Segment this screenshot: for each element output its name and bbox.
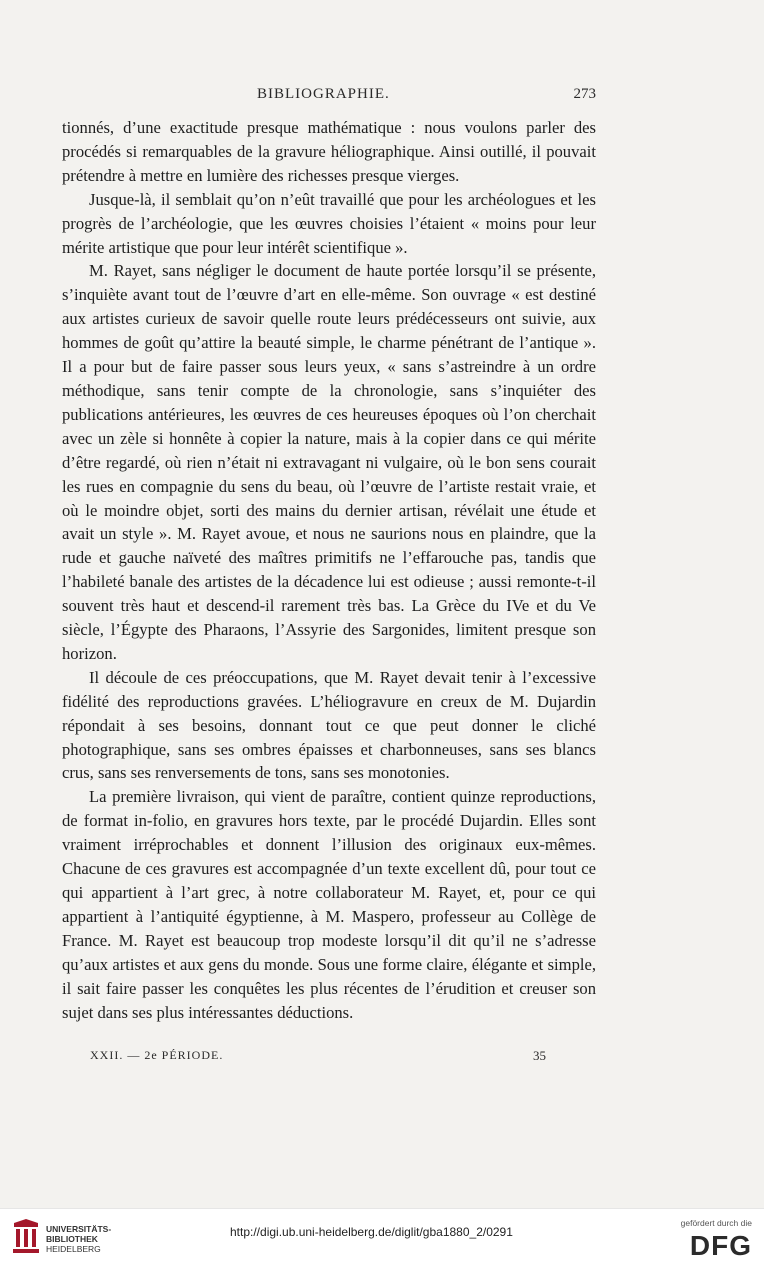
paragraph: La première livraison, qui vient de paraître, contient quinze reproductions, de format in-folio, en gravures hors texte, par le procédé Dujardin. Elles sont vraiment irréprochables et donnent l’illusion des originaux eux-mêmes. Chacune de ces gravures est accompagnée d’un texte excellent dû, pour tout ce qui appartient à l’art grec, à notre collaborateur M. Rayet, et, pour ce qui appartient à l’antiquité égyptienne, à M. Maspero, professeur au Collège de France. M. Rayet est beaucoup trop modeste lorsqu’il dit qu’il ne s’adresse qu’aux artistes et aux gens du monde. Sous une forme claire, élégante et simple, il sait faire passer les conquêtes les plus récentes de l’érudition et creuser son sujet dans ses plus intéressantes déductions. — [62, 787, 596, 1022]
page-number: 273 — [573, 86, 596, 102]
library-name — [46, 1224, 111, 1254]
library-name-line: BIBLIOTHEK — [46, 1234, 98, 1244]
paragraph: tionnés, d’une exactitude presque mathématique : nous voulons parler des procédés si remarquables de la gravure héliographique. Ainsi outillé, il pouvait prétendre à mettre en lumière des richesses presque vierges. — [62, 118, 596, 185]
page-header — [62, 86, 596, 108]
funded-by-label: gefördert durch die — [680, 1218, 752, 1228]
paragraph: Jusque-là, il semblait qu’on n’eût travaillé que pour les archéologues et les progrès de l’archéologie, que les œuvres choisies l’étaient « moins pour leur mérite artistique que pour leur intérêt scientifique ». — [62, 189, 596, 257]
viewer-bottom-bar — [0, 1208, 764, 1264]
body-text — [62, 116, 596, 1024]
library-name-line: HEIDELBERG — [46, 1244, 101, 1254]
running-title: BIBLIOGRAPHIE. — [257, 86, 390, 102]
page-footer — [90, 1048, 546, 1068]
paragraph: Il découle de ces préoccupations, que M. Rayet devait tenir à l’excessive fidélité des reproductions gravées. L’héliogravure en creux de M. Dujardin répondait à ses besoins, donnant tout ce que peut donner le cliché photographique, sans ses ombres épaisses et charbonneuses, sans ses blancs crus, sans ses renversements de tons, sans ses monotonies. — [62, 667, 596, 783]
university-library-logo-icon — [8, 1217, 44, 1257]
permalink-url[interactable]: http://digi.ub.uni-heidelberg.de/diglit/gba1880_2/0291 — [230, 1225, 513, 1239]
signature-mark: XXII. — 2e PÉRIODE. — [90, 1048, 224, 1062]
dfg-logo: DFG — [689, 1230, 752, 1261]
paragraph: M. Rayet, sans négliger le document de haute portée lorsqu’il se présente, s’inquiète avant tout de l’œuvre d’art en elle-même. Son ouvrage « est destiné aux artistes curieux de savoir quelle route leurs prédécesseurs ont suivie, aux hommes de goût qu’attire la beauté simple, le charme pénétrant de l’antique ». Il a pour but de faire passer sous leurs yeux, « sans s’astreindre à un ordre méthodique, sans tenir compte de la chronologie, sans s’inquiéter des publications antérieures, les œuvres de ces heureuses époques où l’on cherchait avec un zèle si honnête à copier la nature, mais à la copier dans ce qui mérite d’être regardé, où rien n’était ni extravagant ni vulgaire, où le bon sens courait les rues en compagnie du sens du beau, où l’œuvre de l’artiste restait vraie, et où le moindre objet, sorti des mains du dernier artisan, révélait une étude et avait un style ». M. Rayet avoue, et nous ne saurions nous en plaindre, que la rude et gauche naïveté des maîtres primitifs ne l’effarouche pas, tandis que l’habileté banale des artistes de la décadence lui est odieuse ; aussi remonte-t-il souvent très haut et descend-il rarement très bas. La Grèce du IVe et du Ve siècle, l’Égypte des Pharaons, l’Assyrie des Sargonides, limitent presque son horizon. — [62, 261, 596, 663]
signature-number: 35 — [533, 1048, 546, 1063]
library-name-line: UNIVERSITÄTS- — [46, 1224, 112, 1234]
